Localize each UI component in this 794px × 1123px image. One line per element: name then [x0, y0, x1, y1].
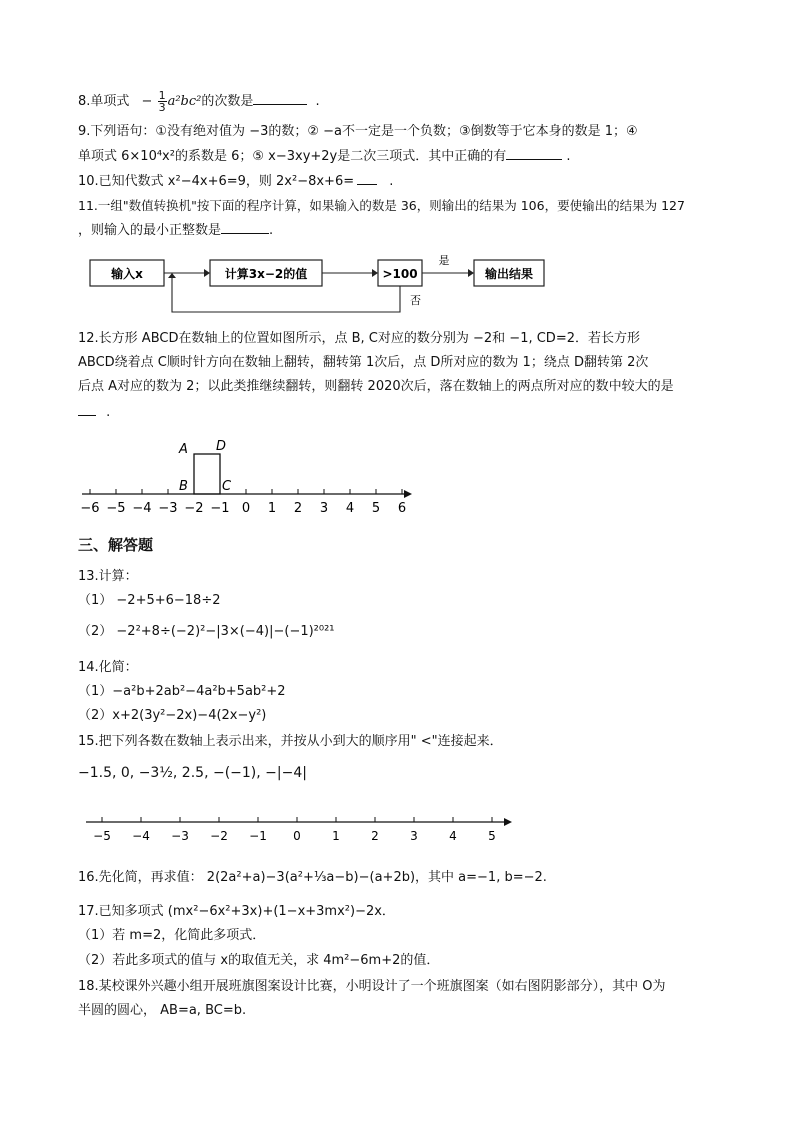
q11-line2-text: ，则输入的最小正整数是 — [78, 223, 222, 238]
question-18-line2: 半圆的圆心， AB=a, BC=b. — [78, 1003, 247, 1018]
q12-answer-blank[interactable] — [78, 403, 96, 416]
question-16: 16.先化简，再求值： 2(2a²+a)−3(a²+⅓a−b)−(a+2b)，其中 a=−1, b=−2. — [78, 870, 547, 885]
question-8 — [78, 90, 320, 113]
q12-tick-label: −1 — [210, 501, 230, 516]
question-9-line1: 9.下列语句：①没有绝对值为 −3的数；② −a不一定是一个负数；③倒数等于它本身的数是 1；④ — [78, 124, 638, 139]
q8-minus: − — [141, 94, 153, 109]
q8-end: . — [315, 94, 320, 109]
q8-prefix: 8.单项式 — [78, 94, 130, 109]
flow-no-label: 否 — [410, 294, 421, 307]
question-15-title: 15.把下列各数在数轴上表示出来，并按从小到大的顺序用" <"连接起来． — [78, 734, 503, 749]
question-12-line2: ABCD绕着点 C顺时针方向在数轴上翻转，翻转第 1次后，点 D所对应的数为 1；绕点 D翻转第 2次 — [78, 355, 649, 370]
q12-number-line — [78, 432, 418, 522]
flow-compute-label: 计算3x−2的值 — [224, 267, 308, 281]
question-12-line1: 12.长方形 ABCD在数轴上的位置如图所示，点 B, C对应的数分别为 −2和 −1, CD=2．若长方形 — [78, 331, 640, 346]
section-3-title: 三、解答题 — [78, 536, 154, 554]
q15-tick-label: −5 — [93, 829, 111, 843]
question-11-line1: 11.一组"数值转换机"按下面的程序计算，如果输入的数是 36，则输出的结果为 106，要使输出的结果为 127 — [78, 198, 685, 213]
label-b: B — [179, 479, 188, 494]
q9-end: . — [566, 149, 571, 164]
q9-line2-text: 单项式 6×10⁴x²的系数是 6；⑤ x−3xy+2y是二次三项式．其中正确的有 — [78, 149, 507, 164]
q15-tick-label: −1 — [249, 829, 267, 843]
q8-suffix: 的次数是 — [201, 94, 254, 109]
question-14-part1: （1）−a²b+2ab²−4a²b+5ab²+2 — [78, 684, 286, 699]
q10-answer-blank[interactable] — [357, 172, 377, 185]
question-12-line4 — [78, 403, 110, 422]
q15-number-line — [82, 810, 518, 850]
question-14-part2: （2）x+2(3y²−2x)−4(2x−y²) — [78, 708, 267, 723]
q8-frac-num: 1 — [158, 89, 166, 102]
q10-text: 10.已知代数式 x²−4x+6=9，则 2x²−8x+6= — [78, 174, 355, 189]
q11-flowchart — [80, 248, 550, 320]
q12-tick-label: 1 — [267, 501, 277, 516]
q15-tick-label: 3 — [410, 829, 418, 843]
q10-end: . — [389, 174, 394, 189]
q15-tick-label: 2 — [371, 829, 379, 843]
label-a: A — [179, 442, 188, 457]
question-12-line3: 后点 A对应的数为 2；以此类推继续翻转，则翻转 2020次后，落在数轴上的两点所对应的数中较大的是 — [78, 379, 674, 394]
q12-tick-label: 3 — [319, 501, 329, 516]
q12-tick-label: −4 — [132, 501, 152, 516]
q8-fraction — [158, 90, 167, 113]
question-9-line2 — [78, 147, 571, 166]
question-17-title: 17.已知多项式 (mx²−6x²+3x)+(1−x+3mx²)−2x． — [78, 904, 395, 919]
question-14-title: 14.化简： — [78, 660, 138, 675]
q12-tick-label: 0 — [241, 501, 251, 516]
question-17-part1: （1）若 m=2，化简此多项式． — [78, 928, 266, 943]
question-17-part2: （2）若此多项式的值与 x的取值无关，求 4m²−6m+2的值． — [78, 953, 440, 968]
q15-tick-label: 0 — [293, 829, 301, 843]
question-10 — [78, 172, 393, 191]
q12-tick-label: 5 — [371, 501, 381, 516]
question-11-line2 — [78, 221, 273, 240]
label-c: C — [222, 479, 232, 494]
question-13-title: 13.计算： — [78, 569, 138, 584]
q12-tick-label: 2 — [293, 501, 303, 516]
q12-tick-label: 4 — [345, 501, 355, 516]
q12-end: . — [106, 405, 111, 420]
q9-answer-blank[interactable] — [506, 147, 562, 160]
q15-tick-label: 4 — [449, 829, 457, 843]
q15-tick-label: 1 — [332, 829, 340, 843]
flow-compare-label: >100 — [382, 267, 418, 281]
question-13-part2: （2） −2²+8÷(−2)²−|3×(−4)|−(−1)²⁰²¹ — [78, 624, 335, 639]
q15-tick-label: 5 — [488, 829, 496, 843]
flow-output-label: 输出结果 — [484, 267, 534, 281]
question-13-part1: （1） −2+5+6−18÷2 — [78, 593, 221, 608]
q15-tick-label: −3 — [171, 829, 189, 843]
question-18-line1: 18.某校课外兴趣小组开展班旗图案设计比赛，小明设计了一个班旗图案（如右图阴影部分），其中 O为 — [78, 979, 666, 994]
q8-frac-den: 3 — [158, 101, 166, 114]
q15-tick-label: −2 — [210, 829, 228, 843]
q11-end: . — [269, 223, 274, 238]
label-d: D — [216, 439, 227, 454]
q12-tick-label: −3 — [158, 501, 178, 516]
q11-answer-blank[interactable] — [221, 221, 269, 234]
question-15-numbers: −1.5, 0, −3½, 2.5, −(−1), −|−4| — [78, 765, 307, 781]
q12-tick-label: −6 — [80, 501, 100, 516]
q15-tick-label: −4 — [132, 829, 150, 843]
flow-yes-label: 是 — [438, 254, 450, 267]
rectangle-abcd — [194, 454, 220, 494]
q12-tick-label: −5 — [106, 501, 126, 516]
flow-input-label: 输入x — [111, 267, 143, 281]
q8-answer-blank[interactable] — [253, 92, 307, 105]
q12-tick-label: −2 — [184, 501, 204, 516]
q12-tick-label: 6 — [397, 501, 407, 516]
q8-monomial: a²bc² — [167, 94, 202, 109]
